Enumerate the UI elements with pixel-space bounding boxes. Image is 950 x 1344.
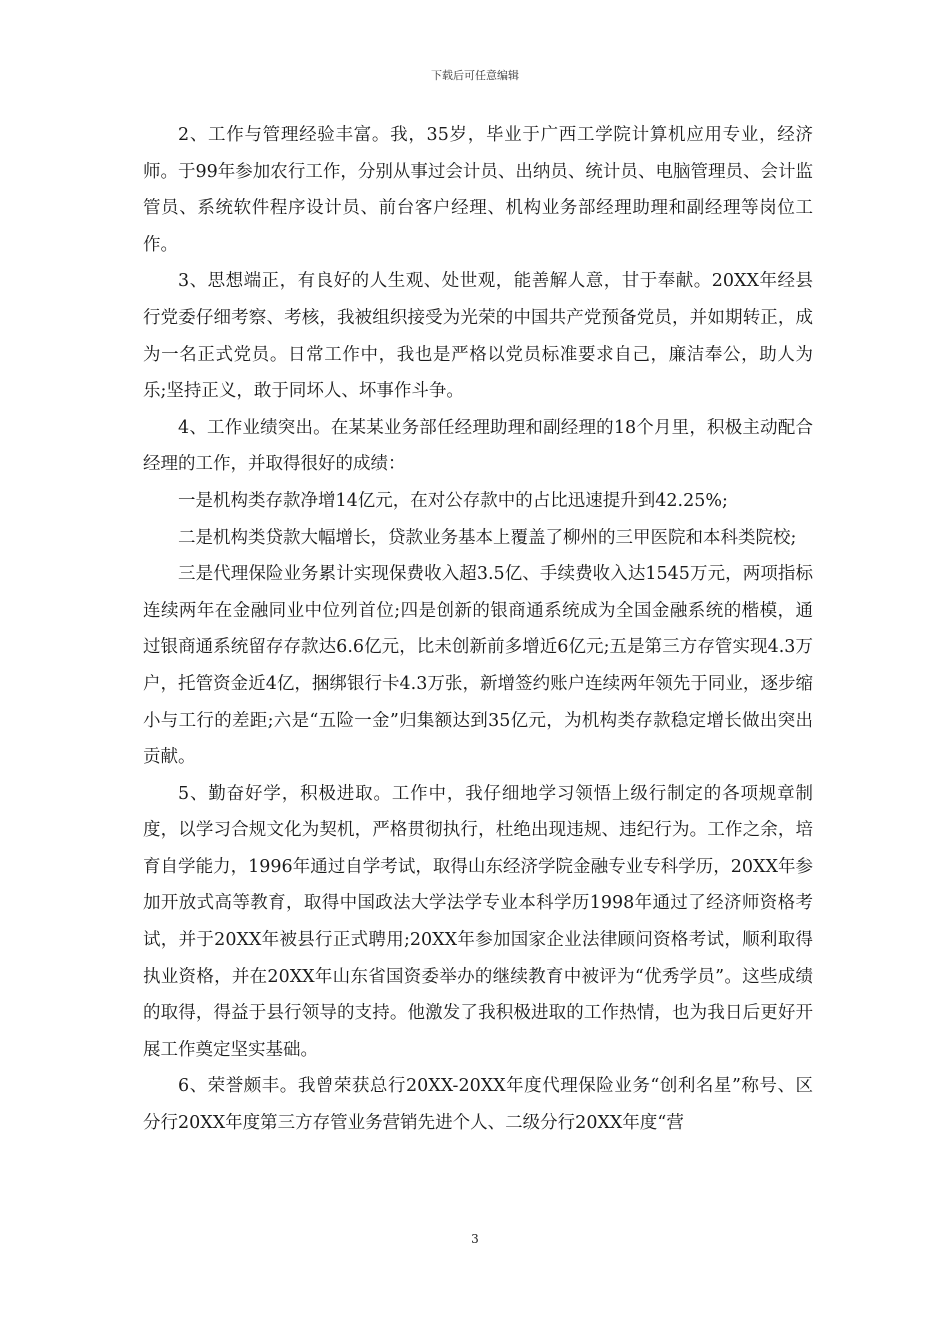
paragraph-studious: 5、勤奋好学，积极进取。工作中，我仔细地学习领悟上级行制定的各项规章制度，以学习合规文化为契机，严格贯彻执行，杜绝出现违规、违纪行为。工作之余，培育自学能力，1996年通过自学考试，取得山东经济学院金融专业专科学历，20XX年参加开放式高等教育，取得中国政法大学法学专业本科学历1998年通过了经济师资格考试，并于20XX年被县行正式聘用;20XX年参加国家企业法律顾问资格考试，顺利取得执业资格，并在20XX年山东省国资委举办的继续教育中被评为“优秀学员”。这些成绩的取得，得益于县行领导的支持。他激发了我积极进取的工作热情，也为我日后更好开展工作奠定坚实基础。 — [143, 783, 813, 1060]
paragraph-ideology: 3、思想端正，有良好的人生观、处世观，能善解人意，甘于奉献。20XX年经县行党委仔细考察、考核，我被组织接受为光荣的中国共产党预备党员，并如期转正，成为一名正式党员。日常工作中，我也是严格以党员标准要求自己，廉洁奉公，助人为乐;坚持正义，敢于同坏人、坏事作斗争。 — [143, 271, 813, 402]
paragraph-work-experience: 2、工作与管理经验丰富。我，35岁，毕业于广西工学院计算机应用专业，经济师。于99年参加农行工作，分别从事过会计员、出纳员、统计员、电脑管理员、会计监管员、系统软件程序设计员、前台客户经理、机构业务部经理助理和副经理等岗位工作。 — [143, 125, 813, 255]
document-body — [143, 117, 813, 1142]
paragraph-achievement-loans: 二是机构类贷款大幅增长，贷款业务基本上覆盖了柳州的三甲医院和本科类院校; — [178, 527, 797, 548]
paragraph-achievements-intro: 4、工作业绩突出。在某某业务部任经理助理和副经理的18个月里，积极主动配合经理的工作，并取得很好的成绩： — [143, 417, 813, 475]
paragraph-achievement-insurance: 三是代理保险业务累计实现保费收入超3.5亿、手续费收入达1545万元，两项指标连续两年在金融同业中位列首位;四是创新的银商通系统成为全国金融系统的楷模，通过银商通系统留存存款达6.6亿元，比未创新前多增近6亿元;五是第三方存管实现4.3万户，托管资金近4亿，捆绑银行卡4.3万张，新增签约账户连续两年领先于同业，逐步缩小与工行的差距;六是“五险一金”归集额达到35亿元，为机构类存款稳定增长做出突出贡献。 — [143, 564, 813, 768]
page-header-note: 下载后可任意编辑 — [431, 69, 519, 82]
paragraph-honors: 6、荣誉颇丰。我曾荣获总行20XX-20XX年度代理保险业务“创利名星”称号、区分行20XX年度第三方存管业务营销先进个人、二级分行20XX年度“营 — [143, 1076, 813, 1134]
paragraph-achievement-deposits: 一是机构类存款净增14亿元，在对公存款中的占比迅速提升到42.25%; — [178, 490, 728, 511]
page-number: 3 — [471, 1232, 479, 1246]
